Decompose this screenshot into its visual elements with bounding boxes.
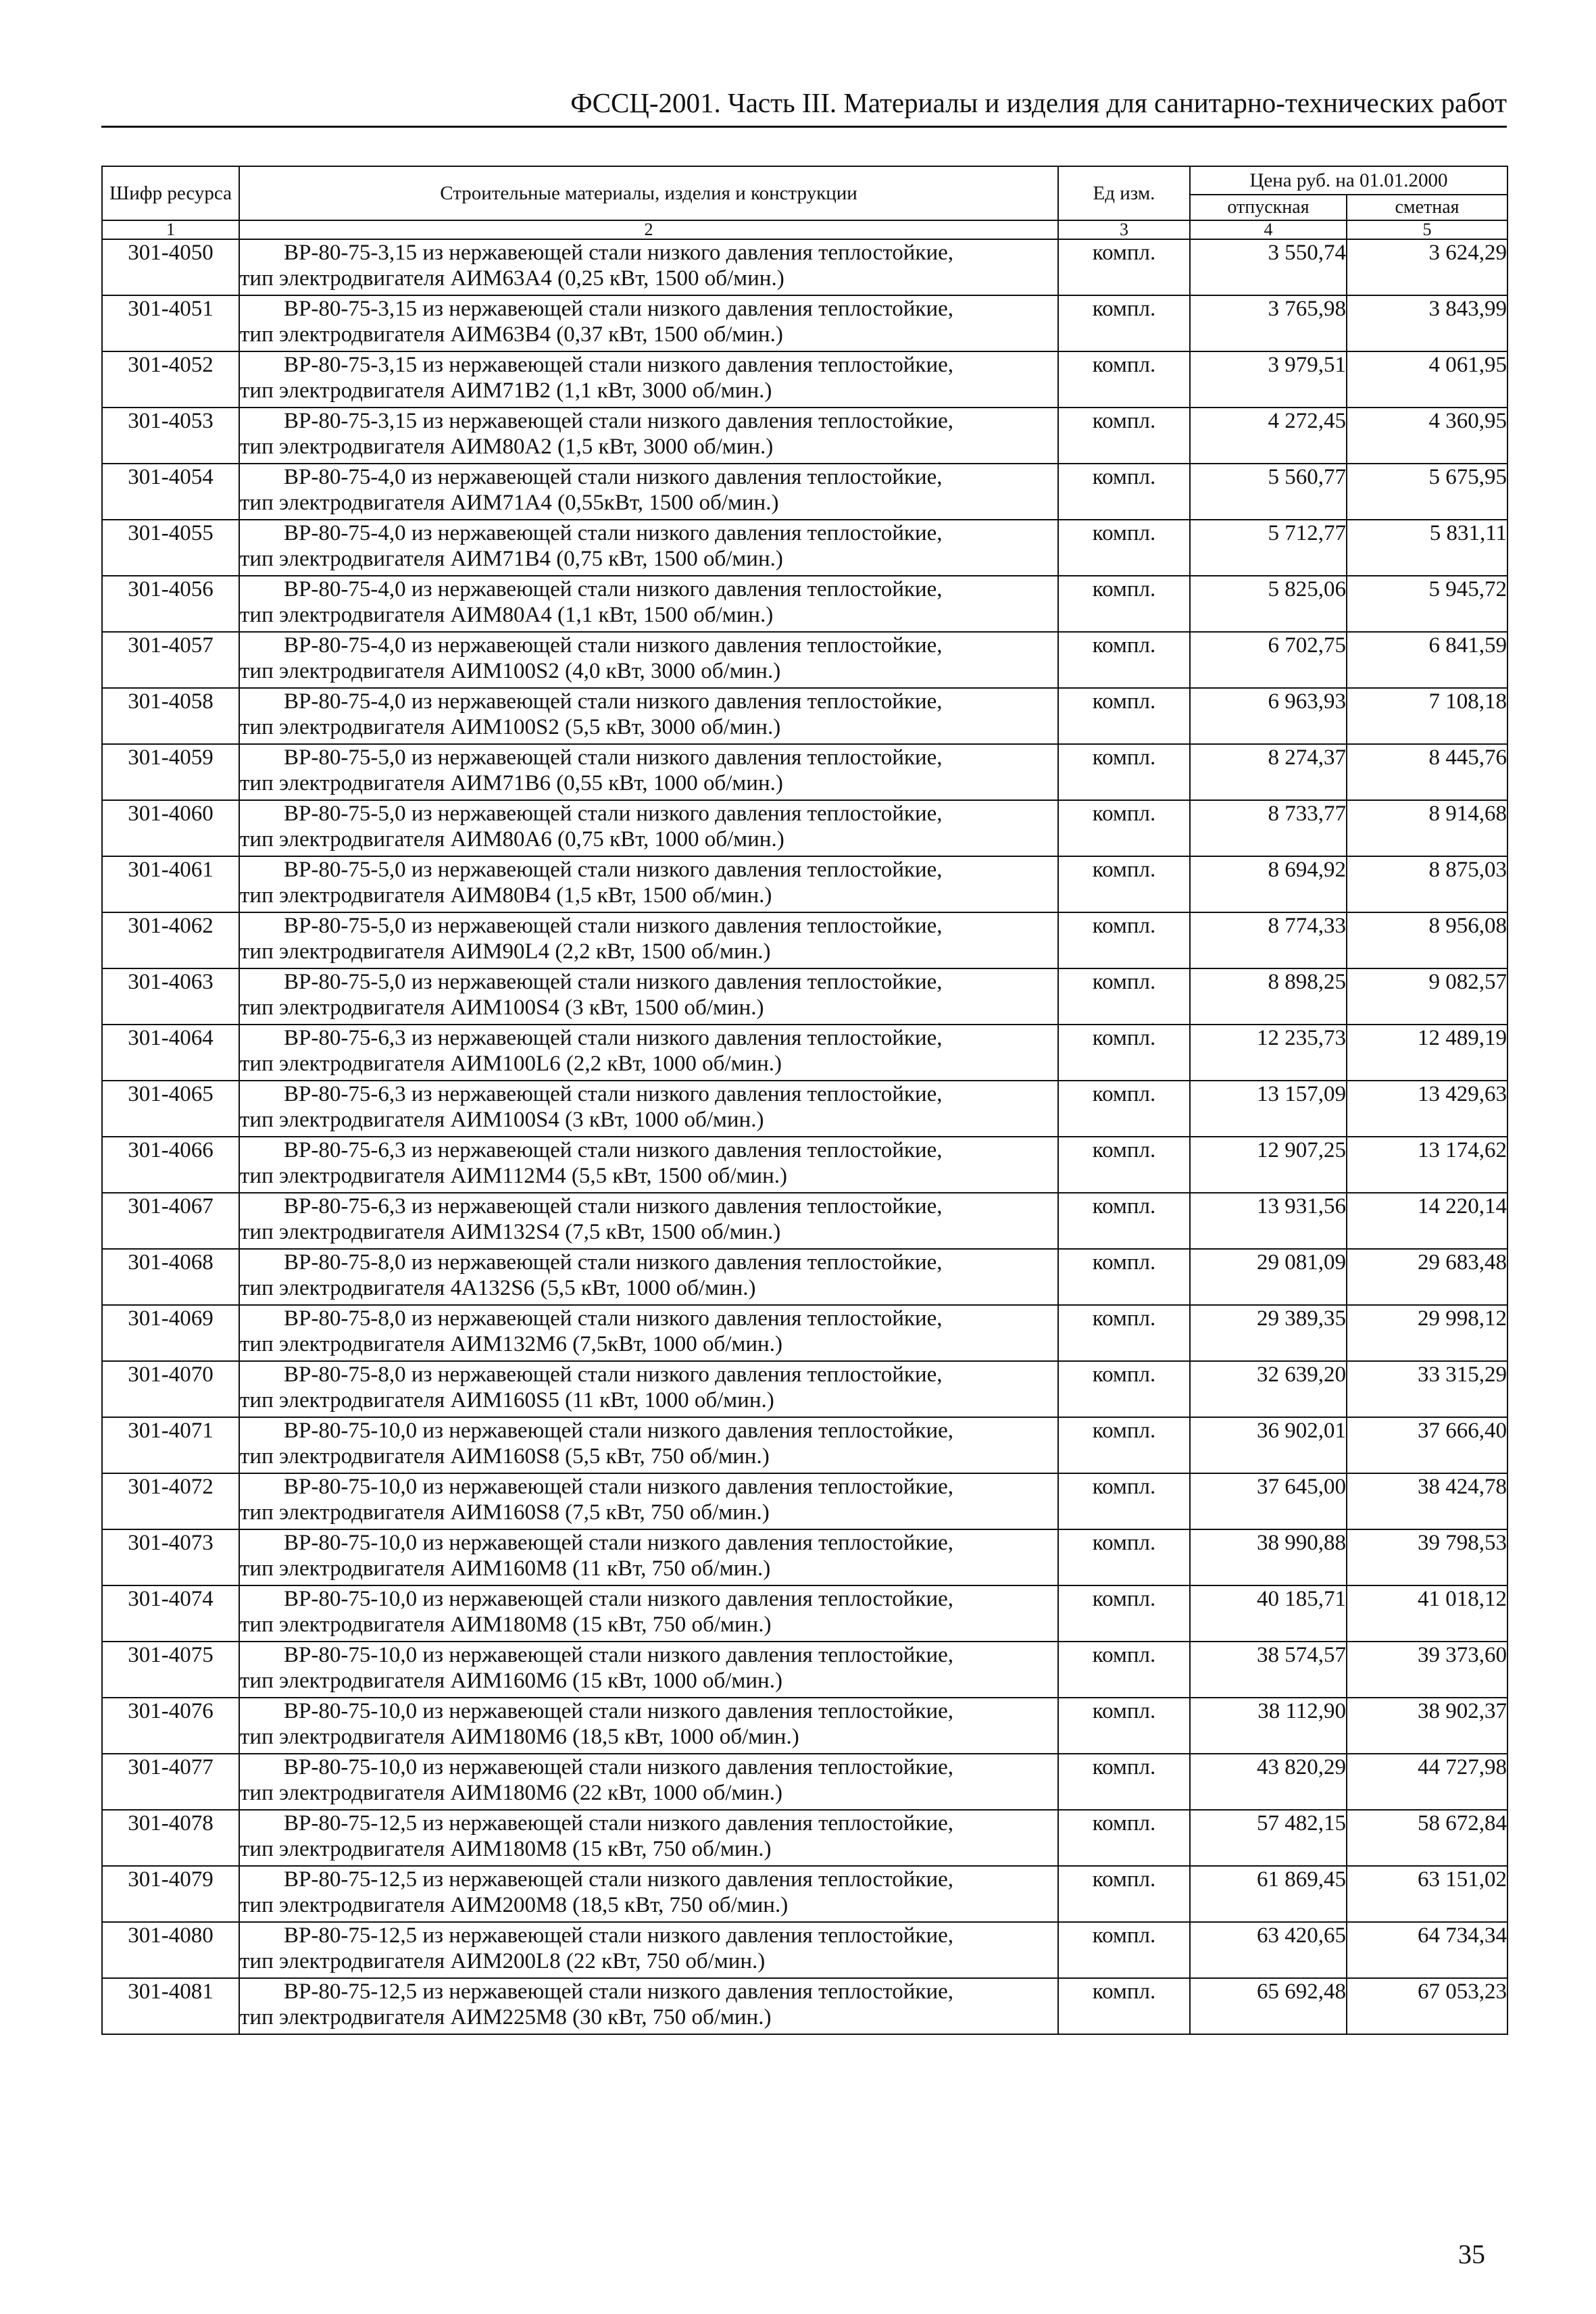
release-price: 37 645,00 [1190, 1473, 1347, 1529]
estimate-price: 39 373,60 [1347, 1642, 1507, 1698]
unit-cell: компл. [1058, 1810, 1190, 1866]
material-description [239, 1866, 1058, 1922]
description-line-1: ВР-80-75-10,0 из нержавеющей стали низкого давления теплостойкие, [284, 1587, 953, 1611]
resource-code: 301-4061 [102, 856, 239, 912]
resource-code: 301-4053 [102, 408, 239, 464]
description-line-2: тип электродвигателя АИМ132М6 (7,5кВт, 1000 об/мин.) [240, 1332, 782, 1356]
price-table [101, 166, 1508, 2035]
estimate-price: 8 445,76 [1347, 744, 1507, 800]
release-price: 13 931,56 [1190, 1193, 1347, 1249]
resource-code: 301-4058 [102, 688, 239, 744]
release-price: 65 692,48 [1190, 1978, 1347, 2034]
material-description [239, 464, 1058, 520]
unit-cell: компл. [1058, 464, 1190, 520]
unit-cell: компл. [1058, 1193, 1190, 1249]
resource-code: 301-4080 [102, 1922, 239, 1978]
release-price: 5 560,77 [1190, 464, 1347, 520]
release-price: 38 990,88 [1190, 1529, 1347, 1585]
description-line-2: тип электродвигателя АИМ80А6 (0,75 кВт, 1000 об/мин.) [240, 827, 784, 852]
unit-cell: компл. [1058, 520, 1190, 576]
description-line-2: тип электродвигателя 4А132S6 (5,5 кВт, 1000 об/мин.) [240, 1276, 756, 1300]
resource-code: 301-4074 [102, 1585, 239, 1642]
unit-cell: компл. [1058, 1866, 1190, 1922]
estimate-price: 5 945,72 [1347, 576, 1507, 632]
description-line-2: тип электродвигателя АИМ160М8 (11 кВт, 750 об/мин.) [240, 1556, 771, 1581]
material-description [239, 632, 1058, 688]
table-row [102, 1698, 1507, 1754]
resource-code: 301-4068 [102, 1249, 239, 1305]
estimate-price: 8 875,03 [1347, 856, 1507, 912]
page-header-title: ФССЦ-2001. Часть III. Материалы и изделия для санитарно-технических работ [570, 87, 1507, 118]
release-price: 5 712,77 [1190, 520, 1347, 576]
resource-code: 301-4052 [102, 351, 239, 408]
release-price: 36 902,01 [1190, 1417, 1347, 1473]
estimate-price: 5 675,95 [1347, 464, 1507, 520]
description-line-2: тип электродвигателя АИМ71В6 (0,55 кВт, 1000 об/мин.) [240, 771, 783, 795]
resource-code: 301-4065 [102, 1081, 239, 1137]
release-price: 3 765,98 [1190, 295, 1347, 351]
column-number: 1 [102, 220, 239, 239]
description-line-1: ВР-80-75-8,0 из нержавеющей стали низкого давления теплостойкие, [284, 1362, 943, 1387]
table-row [102, 1249, 1507, 1305]
material-description [239, 1193, 1058, 1249]
resource-code: 301-4050 [102, 239, 239, 295]
description-line-1: ВР-80-75-6,3 из нержавеющей стали низкого давления теплостойкие, [284, 1138, 943, 1162]
unit-cell: компл. [1058, 239, 1190, 295]
table-body [102, 239, 1507, 2034]
table-row [102, 1585, 1507, 1642]
resource-code: 301-4062 [102, 912, 239, 968]
estimate-price: 58 672,84 [1347, 1810, 1507, 1866]
resource-code: 301-4069 [102, 1305, 239, 1361]
description-line-2: тип электродвигателя АИМ160S8 (5,5 кВт, 750 об/мин.) [240, 1444, 770, 1469]
resource-code: 301-4070 [102, 1361, 239, 1417]
description-line-2: тип электродвигателя АИМ71А4 (0,55кВт, 1500 об/мин.) [240, 491, 779, 515]
material-description [239, 968, 1058, 1025]
estimate-price: 29 683,48 [1347, 1249, 1507, 1305]
resource-code: 301-4072 [102, 1473, 239, 1529]
release-price: 29 081,09 [1190, 1249, 1347, 1305]
unit-cell: компл. [1058, 1025, 1190, 1081]
estimate-price: 13 429,63 [1347, 1081, 1507, 1137]
release-price: 13 157,09 [1190, 1081, 1347, 1137]
description-line-1: ВР-80-75-8,0 из нержавеющей стали низкого давления теплостойкие, [284, 1306, 943, 1331]
resource-code: 301-4057 [102, 632, 239, 688]
release-price: 6 702,75 [1190, 632, 1347, 688]
description-line-1: ВР-80-75-5,0 из нержавеющей стали низкого давления теплостойкие, [284, 745, 943, 770]
estimate-price: 12 489,19 [1347, 1025, 1507, 1081]
resource-code: 301-4064 [102, 1025, 239, 1081]
resource-code: 301-4076 [102, 1698, 239, 1754]
estimate-price: 13 174,62 [1347, 1137, 1507, 1193]
unit-cell: компл. [1058, 912, 1190, 968]
material-description [239, 1137, 1058, 1193]
table-row [102, 464, 1507, 520]
release-price: 8 694,92 [1190, 856, 1347, 912]
release-price: 38 112,90 [1190, 1698, 1347, 1754]
release-price: 43 820,29 [1190, 1754, 1347, 1810]
release-price: 40 185,71 [1190, 1585, 1347, 1642]
description-line-1: ВР-80-75-10,0 из нержавеющей стали низкого давления теплостойкие, [284, 1699, 953, 1723]
column-header-release: отпускная [1190, 195, 1347, 220]
description-line-1: ВР-80-75-10,0 из нержавеющей стали низкого давления теплостойкие, [284, 1643, 953, 1667]
description-line-1: ВР-80-75-5,0 из нержавеющей стали низкого давления теплостойкие, [284, 914, 943, 938]
unit-cell: компл. [1058, 1978, 1190, 2034]
unit-cell: компл. [1058, 688, 1190, 744]
unit-cell: компл. [1058, 1137, 1190, 1193]
table-row [102, 744, 1507, 800]
table-row [102, 856, 1507, 912]
resource-code: 301-4081 [102, 1978, 239, 2034]
material-description [239, 1417, 1058, 1473]
estimate-price: 38 424,78 [1347, 1473, 1507, 1529]
release-price: 12 235,73 [1190, 1025, 1347, 1081]
description-line-1: ВР-80-75-3,15 из нержавеющей стали низкого давления теплостойкие, [284, 409, 953, 433]
table-row [102, 351, 1507, 408]
resource-code: 301-4054 [102, 464, 239, 520]
material-description [239, 1473, 1058, 1529]
description-line-1: ВР-80-75-4,0 из нержавеющей стали низкого давления теплостойкие, [284, 521, 943, 545]
column-number: 2 [239, 220, 1058, 239]
material-description [239, 1081, 1058, 1137]
estimate-price: 3 624,29 [1347, 239, 1507, 295]
material-description [239, 1698, 1058, 1754]
table-row [102, 1025, 1507, 1081]
material-description [239, 1249, 1058, 1305]
description-line-2: тип электродвигателя АИМ160М6 (15 кВт, 1000 об/мин.) [240, 1669, 782, 1693]
table-row [102, 1978, 1507, 2034]
release-price: 61 869,45 [1190, 1866, 1347, 1922]
material-description [239, 856, 1058, 912]
table-row [102, 632, 1507, 688]
description-line-1: ВР-80-75-12,5 из нержавеющей стали низкого давления теплостойкие, [284, 1811, 953, 1836]
material-description [239, 520, 1058, 576]
table-row [102, 1193, 1507, 1249]
unit-cell: компл. [1058, 968, 1190, 1025]
resource-code: 301-4066 [102, 1137, 239, 1193]
description-line-1: ВР-80-75-10,0 из нержавеющей стали низкого давления теплостойкие, [284, 1475, 953, 1499]
resource-code: 301-4079 [102, 1866, 239, 1922]
table-row [102, 1417, 1507, 1473]
unit-cell: компл. [1058, 351, 1190, 408]
description-line-2: тип электродвигателя АИМ160S5 (11 кВт, 1000 об/мин.) [240, 1388, 774, 1412]
release-price: 3 550,74 [1190, 239, 1347, 295]
table-row [102, 912, 1507, 968]
resource-code: 301-4075 [102, 1642, 239, 1698]
description-line-2: тип электродвигателя АИМ71В4 (0,75 кВт, 1500 об/мин.) [240, 547, 783, 571]
table-row [102, 1754, 1507, 1810]
description-line-1: ВР-80-75-6,3 из нержавеющей стали низкого давления теплостойкие, [284, 1082, 943, 1106]
unit-cell: компл. [1058, 1249, 1190, 1305]
release-price: 8 898,25 [1190, 968, 1347, 1025]
description-line-2: тип электродвигателя АИМ100L6 (2,2 кВт, 1000 об/мин.) [240, 1052, 782, 1076]
release-price: 29 389,35 [1190, 1305, 1347, 1361]
column-header-name: Строительные материалы, изделия и конструкции [239, 166, 1058, 220]
estimate-price: 5 831,11 [1347, 520, 1507, 576]
estimate-price: 44 727,98 [1347, 1754, 1507, 1810]
description-line-2: тип электродвигателя АИМ90L4 (2,2 кВт, 1500 об/мин.) [240, 939, 771, 964]
material-description [239, 1922, 1058, 1978]
material-description [239, 1025, 1058, 1081]
release-price: 5 825,06 [1190, 576, 1347, 632]
unit-cell: компл. [1058, 576, 1190, 632]
release-price: 8 733,77 [1190, 800, 1347, 856]
resource-code: 301-4067 [102, 1193, 239, 1249]
material-description [239, 744, 1058, 800]
release-price: 57 482,15 [1190, 1810, 1347, 1866]
unit-cell: компл. [1058, 1417, 1190, 1473]
estimate-price: 41 018,12 [1347, 1585, 1507, 1642]
material-description [239, 1754, 1058, 1810]
page-number: 35 [1458, 2239, 1485, 2269]
resource-code: 301-4060 [102, 800, 239, 856]
release-price: 38 574,57 [1190, 1642, 1347, 1698]
material-description [239, 295, 1058, 351]
unit-cell: компл. [1058, 1754, 1190, 1810]
description-line-2: тип электродвигателя АИМ100S2 (5,5 кВт, 3000 об/мин.) [240, 715, 781, 739]
description-line-2: тип электродвигателя АИМ100S4 (3 кВт, 1000 об/мин.) [240, 1108, 764, 1132]
description-line-1: ВР-80-75-12,5 из нержавеющей стали низкого давления теплостойкие, [284, 1867, 953, 1892]
description-line-1: ВР-80-75-3,15 из нержавеющей стали низкого давления теплостойкие, [284, 241, 953, 265]
table-row [102, 1810, 1507, 1866]
estimate-price: 9 082,57 [1347, 968, 1507, 1025]
material-description [239, 1978, 1058, 2034]
description-line-2: тип электродвигателя АИМ63А4 (0,25 кВт, 1500 об/мин.) [240, 266, 784, 291]
header-rule [101, 126, 1507, 128]
estimate-price: 6 841,59 [1347, 632, 1507, 688]
unit-cell: компл. [1058, 408, 1190, 464]
description-line-1: ВР-80-75-10,0 из нержавеющей стали низкого давления теплостойкие, [284, 1531, 953, 1555]
material-description [239, 408, 1058, 464]
release-price: 12 907,25 [1190, 1137, 1347, 1193]
description-line-1: ВР-80-75-5,0 из нержавеющей стали низкого давления теплостойкие, [284, 970, 943, 994]
description-line-2: тип электродвигателя АИМ180М6 (22 кВт, 1000 об/мин.) [240, 1781, 782, 1805]
material-description [239, 800, 1058, 856]
unit-cell: компл. [1058, 1529, 1190, 1585]
description-line-1: ВР-80-75-10,0 из нержавеющей стали низкого давления теплостойкие, [284, 1755, 953, 1779]
column-header-estimate: сметная [1347, 195, 1507, 220]
description-line-1: ВР-80-75-4,0 из нержавеющей стали низкого давления теплостойкие, [284, 577, 943, 601]
estimate-price: 67 053,23 [1347, 1978, 1507, 2034]
description-line-2: тип электродвигателя АИМ100S4 (3 кВт, 1500 об/мин.) [240, 995, 764, 1020]
estimate-price: 63 151,02 [1347, 1866, 1507, 1922]
description-line-1: ВР-80-75-6,3 из нержавеющей стали низкого давления теплостойкие, [284, 1194, 943, 1218]
unit-cell: компл. [1058, 856, 1190, 912]
table-row [102, 1305, 1507, 1361]
description-line-1: ВР-80-75-12,5 из нержавеющей стали низкого давления теплостойкие, [284, 1923, 953, 1948]
estimate-price: 38 902,37 [1347, 1698, 1507, 1754]
unit-cell: компл. [1058, 295, 1190, 351]
description-line-2: тип электродвигателя АИМ200L8 (22 кВт, 750 об/мин.) [240, 1949, 766, 1973]
estimate-price: 33 315,29 [1347, 1361, 1507, 1417]
table-row [102, 1642, 1507, 1698]
resource-code: 301-4073 [102, 1529, 239, 1585]
material-description [239, 688, 1058, 744]
release-price: 6 963,93 [1190, 688, 1347, 744]
description-line-1: ВР-80-75-8,0 из нержавеющей стали низкого давления теплостойкие, [284, 1250, 943, 1275]
table-row [102, 295, 1507, 351]
resource-code: 301-4078 [102, 1810, 239, 1866]
estimate-price: 4 360,95 [1347, 408, 1507, 464]
estimate-price: 29 998,12 [1347, 1305, 1507, 1361]
description-line-1: ВР-80-75-5,0 из нержавеющей стали низкого давления теплостойкие, [284, 802, 943, 826]
description-line-2: тип электродвигателя АИМ80А2 (1,5 кВт, 3000 об/мин.) [240, 435, 774, 459]
description-line-2: тип электродвигателя АИМ100S2 (4,0 кВт, 3000 об/мин.) [240, 659, 781, 683]
description-line-1: ВР-80-75-4,0 из нержавеющей стали низкого давления теплостойкие, [284, 633, 943, 658]
table-row [102, 520, 1507, 576]
description-line-1: ВР-80-75-12,5 из нержавеющей стали низкого давления теплостойкие, [284, 1979, 953, 2004]
material-description [239, 576, 1058, 632]
description-line-2: тип электродвигателя АИМ80В4 (1,5 кВт, 1500 об/мин.) [240, 883, 772, 908]
column-header-price-group: Цена руб. на 01.01.2000 [1190, 166, 1507, 195]
release-price: 32 639,20 [1190, 1361, 1347, 1417]
table-row [102, 1361, 1507, 1417]
table-row [102, 1473, 1507, 1529]
estimate-price: 64 734,34 [1347, 1922, 1507, 1978]
unit-cell: компл. [1058, 1361, 1190, 1417]
column-number: 5 [1347, 220, 1507, 239]
estimate-price: 14 220,14 [1347, 1193, 1507, 1249]
unit-cell: компл. [1058, 1698, 1190, 1754]
release-price: 8 774,33 [1190, 912, 1347, 968]
column-number: 4 [1190, 220, 1347, 239]
description-line-1: ВР-80-75-10,0 из нержавеющей стали низкого давления теплостойкие, [284, 1419, 953, 1443]
estimate-price: 3 843,99 [1347, 295, 1507, 351]
table-row [102, 239, 1507, 295]
resource-code: 301-4051 [102, 295, 239, 351]
table-row [102, 1137, 1507, 1193]
unit-cell: компл. [1058, 1922, 1190, 1978]
release-price: 4 272,45 [1190, 408, 1347, 464]
table-row [102, 800, 1507, 856]
resource-code: 301-4063 [102, 968, 239, 1025]
description-line-1: ВР-80-75-3,15 из нержавеющей стали низкого давления теплостойкие, [284, 353, 953, 377]
description-line-2: тип электродвигателя АИМ112М4 (5,5 кВт, 1500 об/мин.) [240, 1164, 787, 1188]
table-row [102, 576, 1507, 632]
unit-cell: компл. [1058, 800, 1190, 856]
release-price: 3 979,51 [1190, 351, 1347, 408]
release-price: 63 420,65 [1190, 1922, 1347, 1978]
column-header-code: Шифр ресурса [102, 166, 239, 220]
resource-code: 301-4056 [102, 576, 239, 632]
material-description [239, 1642, 1058, 1698]
description-line-2: тип электродвигателя АИМ225М8 (30 кВт, 750 об/мин.) [240, 2005, 772, 2029]
unit-cell: компл. [1058, 632, 1190, 688]
description-line-2: тип электродвигателя АИМ71В2 (1,1 кВт, 3000 об/мин.) [240, 378, 772, 403]
description-line-2: тип электродвигателя АИМ180М6 (18,5 кВт, 1000 об/мин.) [240, 1725, 799, 1749]
material-description [239, 239, 1058, 295]
unit-cell: компл. [1058, 1642, 1190, 1698]
material-description [239, 1305, 1058, 1361]
description-line-1: ВР-80-75-4,0 из нержавеющей стали низкого давления теплостойкие, [284, 465, 943, 489]
estimate-price: 8 914,68 [1347, 800, 1507, 856]
estimate-price: 7 108,18 [1347, 688, 1507, 744]
material-description [239, 1361, 1058, 1417]
description-line-2: тип электродвигателя АИМ180М8 (15 кВт, 750 об/мин.) [240, 1837, 772, 1861]
description-line-1: ВР-80-75-5,0 из нержавеющей стали низкого давления теплостойкие, [284, 858, 943, 882]
estimate-price: 39 798,53 [1347, 1529, 1507, 1585]
material-description [239, 1585, 1058, 1642]
column-header-unit: Ед изм. [1058, 166, 1190, 220]
description-line-2: тип электродвигателя АИМ63В4 (0,37 кВт, 1500 об/мин.) [240, 322, 783, 347]
description-line-2: тип электродвигателя АИМ80А4 (1,1 кВт, 1500 об/мин.) [240, 603, 774, 627]
description-line-2: тип электродвигателя АИМ160S8 (7,5 кВт, 750 об/мин.) [240, 1500, 770, 1525]
table-row [102, 1922, 1507, 1978]
resource-code: 301-4077 [102, 1754, 239, 1810]
unit-cell: компл. [1058, 1585, 1190, 1642]
table-row [102, 968, 1507, 1025]
material-description [239, 351, 1058, 408]
resource-code: 301-4055 [102, 520, 239, 576]
resource-code: 301-4059 [102, 744, 239, 800]
unit-cell: компл. [1058, 1081, 1190, 1137]
description-line-2: тип электродвигателя АИМ200М8 (18,5 кВт, 750 об/мин.) [240, 1893, 789, 1917]
description-line-1: ВР-80-75-4,0 из нержавеющей стали низкого давления теплостойкие, [284, 689, 943, 714]
estimate-price: 8 956,08 [1347, 912, 1507, 968]
description-line-1: ВР-80-75-6,3 из нержавеющей стали низкого давления теплостойкие, [284, 1026, 943, 1050]
description-line-1: ВР-80-75-3,15 из нержавеющей стали низкого давления теплостойкие, [284, 297, 953, 321]
estimate-price: 4 061,95 [1347, 351, 1507, 408]
resource-code: 301-4071 [102, 1417, 239, 1473]
unit-cell: компл. [1058, 1305, 1190, 1361]
table-row [102, 688, 1507, 744]
estimate-price: 37 666,40 [1347, 1417, 1507, 1473]
column-number: 3 [1058, 220, 1190, 239]
table-row [102, 1081, 1507, 1137]
description-line-2: тип электродвигателя АИМ132S4 (7,5 кВт, 1500 об/мин.) [240, 1220, 781, 1244]
unit-cell: компл. [1058, 1473, 1190, 1529]
material-description [239, 1810, 1058, 1866]
material-description [239, 912, 1058, 968]
release-price: 8 274,37 [1190, 744, 1347, 800]
table-row [102, 1529, 1507, 1585]
description-line-2: тип электродвигателя АИМ180М8 (15 кВт, 750 об/мин.) [240, 1613, 772, 1637]
table-row [102, 1866, 1507, 1922]
table-row [102, 408, 1507, 464]
unit-cell: компл. [1058, 744, 1190, 800]
material-description [239, 1529, 1058, 1585]
